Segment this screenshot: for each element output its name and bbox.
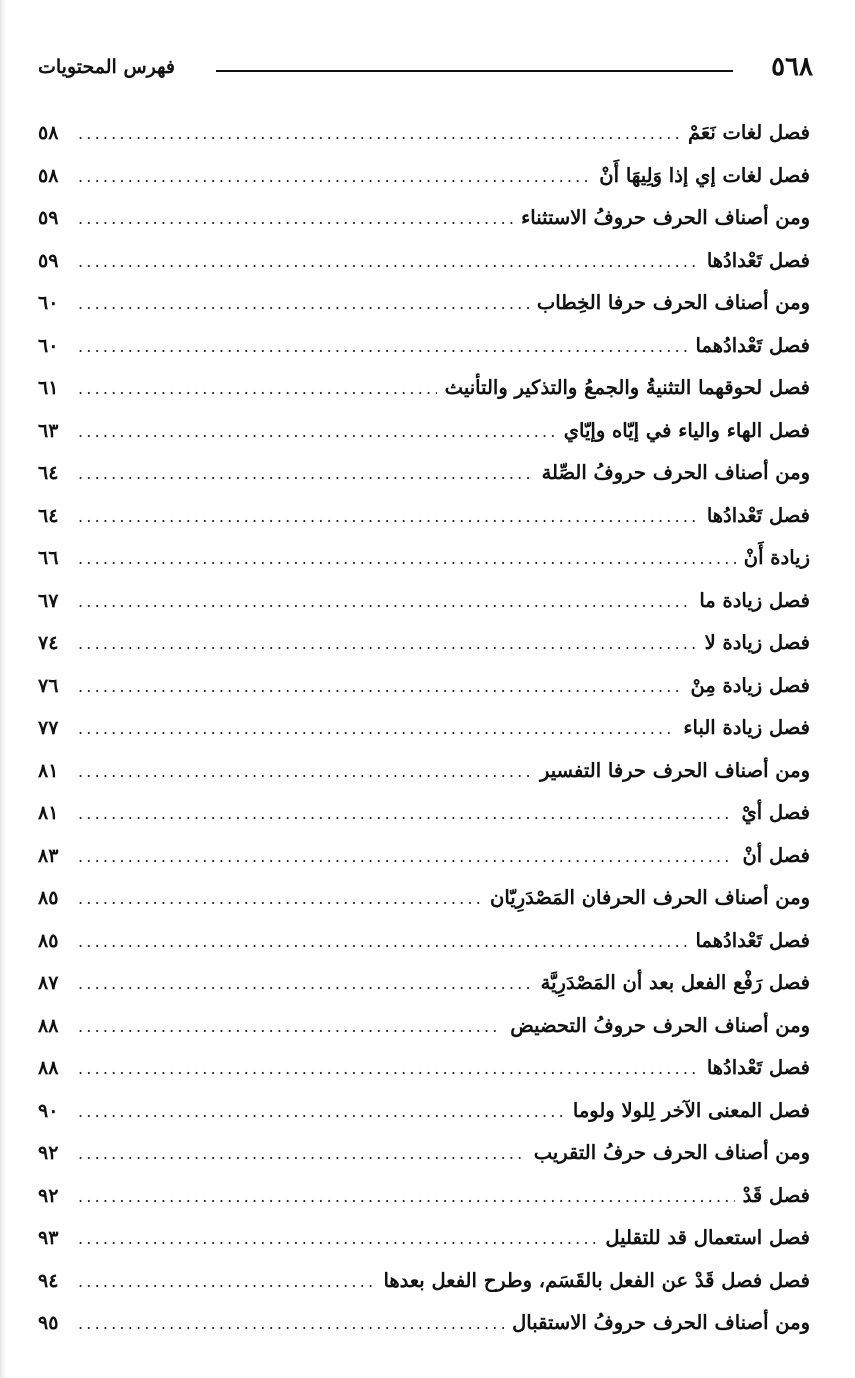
dot-leader <box>72 669 682 705</box>
toc-entry <box>38 115 810 158</box>
dot-leader <box>72 244 699 280</box>
toc-entry <box>38 965 810 1008</box>
dot-leader <box>72 201 513 237</box>
dot-leader <box>72 1221 597 1257</box>
dot-leader <box>72 584 691 620</box>
dot-leader <box>72 881 482 917</box>
dot-leader <box>72 1136 526 1172</box>
dot-leader <box>72 541 736 577</box>
toc-entry-title: فصل استعمال قد للتقليل <box>605 1226 810 1249</box>
toc-entry-page-number: ٦٧ <box>38 589 59 612</box>
toc-entry <box>38 838 810 881</box>
dot-leader <box>72 754 532 790</box>
toc-entry-page-number: ٨٧ <box>38 972 59 994</box>
toc-entry-page-number: ٨٥ <box>38 887 59 909</box>
toc-entry-title: فصل رَفْع الفعل بعد أن المَصْدَرِيَّة <box>540 971 810 994</box>
toc-entry-title: ومن أصناف الحرف حرفا الخِطاب <box>536 291 810 314</box>
toc-entry-page-number: ٩٠ <box>38 1099 59 1122</box>
toc-entry <box>38 498 810 541</box>
table-of-contents <box>38 115 810 1348</box>
toc-entry-title: ومن أصناف الحرف حرفُ التقريب <box>533 1141 810 1164</box>
toc-entry-page-number: ٦٤ <box>38 462 59 484</box>
page-number: ٥٦٨ <box>771 52 813 82</box>
toc-entry <box>38 1135 810 1178</box>
toc-entry-title: فصل لحوقهما التثنيةُ والجمعُ والتذكير والتأنيث <box>444 376 810 399</box>
toc-entry-title: ومن أصناف الحرف حروفُ الصِّلة <box>541 461 810 484</box>
toc-entry-page-number: ٥٩ <box>38 249 59 272</box>
toc-entry-page-number: ٨٣ <box>38 844 59 867</box>
toc-entry <box>38 1305 810 1348</box>
toc-entry-title: زيادة أَنْ <box>743 546 810 569</box>
dot-leader <box>72 116 680 152</box>
toc-entry <box>38 1263 810 1306</box>
toc-entry-title: فصل تَعْدادُها <box>706 248 810 272</box>
toc-entry-title: فصل تَعْدادُها <box>706 1056 810 1079</box>
dot-leader <box>72 1306 504 1342</box>
toc-entry <box>38 1093 810 1136</box>
toc-entry-title: فصل تَعْدادُهما <box>695 928 810 952</box>
toc-entry-page-number: ٨٨ <box>38 1057 59 1079</box>
page-gutter-shadow <box>0 0 6 1378</box>
toc-entry-title: فصل قَدْ <box>742 1183 810 1207</box>
toc-entry-title: فصل زيادة مِنْ <box>690 673 810 697</box>
toc-entry <box>38 328 810 371</box>
toc-entry-title: فصل أيْ <box>741 801 810 824</box>
toc-entry-page-number: ٥٨ <box>38 122 59 144</box>
toc-entry <box>38 158 810 201</box>
toc-entry <box>38 200 810 243</box>
toc-entry-page-number: ٨٥ <box>38 929 59 952</box>
toc-entry-title: ومن أصناف الحرف الحرفان المَصْدَرِيّان <box>490 886 810 909</box>
dot-leader <box>72 924 688 960</box>
toc-entry <box>38 243 810 286</box>
toc-entry <box>38 1050 810 1093</box>
toc-entry-page-number: ٩٢ <box>38 1142 59 1164</box>
toc-entry-title: فصل تَعْدادُهما <box>695 333 810 357</box>
dot-leader <box>72 1264 375 1300</box>
dot-leader <box>72 329 688 365</box>
dot-leader <box>72 414 556 450</box>
dot-leader <box>72 711 675 747</box>
toc-entry-page-number: ٦٤ <box>38 504 59 527</box>
toc-entry-title: فصل فصل قَدْ عن الفعل بالقَسَم، وطرح الفعل بعدها <box>383 1268 810 1292</box>
toc-entry-page-number: ٦٠ <box>38 334 59 357</box>
toc-entry <box>38 923 810 966</box>
toc-entry-title: فصل الهاء والياء في إيّاه وإيّاي <box>563 418 810 442</box>
toc-entry-page-number: ٨١ <box>38 802 59 824</box>
dot-leader <box>72 966 533 1002</box>
dot-leader <box>72 456 534 492</box>
toc-entry-title: فصل زيادة الباء <box>683 716 810 739</box>
toc-entry-page-number: ٩٢ <box>38 1184 59 1207</box>
toc-entry <box>38 1220 810 1263</box>
dot-leader <box>72 796 734 832</box>
toc-entry <box>38 668 810 711</box>
toc-entry <box>38 370 810 413</box>
toc-entry <box>38 455 810 498</box>
toc-entry-page-number: ٥٩ <box>38 207 59 229</box>
toc-entry-title: ومن أصناف الحرف حرفا التفسير <box>539 758 810 782</box>
toc-entry-title: فصل زيادة ما <box>699 588 810 612</box>
toc-entry <box>38 795 810 838</box>
toc-entry-title: ومن أصناف الحرف حروفُ الاستقبال <box>512 1311 810 1334</box>
toc-entry-page-number: ٨٨ <box>38 1014 59 1037</box>
dot-leader <box>72 626 697 662</box>
toc-entry <box>38 710 810 753</box>
running-header <box>38 50 813 90</box>
toc-entry <box>38 413 810 456</box>
toc-entry-title: فصل لغات نَعَمْ <box>687 121 810 144</box>
dot-leader <box>72 159 591 195</box>
toc-entry-page-number: ٦٦ <box>38 547 59 569</box>
toc-entry-page-number: ٨١ <box>38 759 59 782</box>
toc-entry-page-number: ٦١ <box>38 377 59 399</box>
toc-entry-page-number: ٥٨ <box>38 164 59 187</box>
dot-leader <box>72 1179 735 1215</box>
toc-entry <box>38 880 810 923</box>
dot-leader <box>72 1009 502 1045</box>
toc-entry <box>38 625 810 668</box>
dot-leader <box>72 839 734 875</box>
toc-entry-title: ومن أصناف الحرف حروفُ التحضيض <box>510 1013 810 1037</box>
toc-entry-title: فصل لغات إي إذا وَلِيهَا أَنْ <box>599 163 810 187</box>
toc-entry-page-number: ٧٤ <box>38 632 59 654</box>
toc-entry-title: ومن أصناف الحرف حروفُ الاستثناء <box>521 206 810 229</box>
toc-entry <box>38 285 810 328</box>
dot-leader <box>72 371 437 407</box>
toc-entry <box>38 583 810 626</box>
toc-entry <box>38 540 810 583</box>
toc-entry-page-number: ٩٣ <box>38 1227 59 1249</box>
toc-entry-page-number: ٦٠ <box>38 292 59 314</box>
toc-entry-page-number: ٧٦ <box>38 674 59 697</box>
header-rule <box>216 70 733 72</box>
dot-leader <box>72 1051 699 1087</box>
toc-entry <box>38 1178 810 1221</box>
toc-entry <box>38 1008 810 1051</box>
toc-entry-title: فصل تَعْدادُها <box>706 503 810 527</box>
toc-entry-page-number: ٧٧ <box>38 717 59 739</box>
dot-leader <box>72 286 529 322</box>
running-title: فهرس المحتويات <box>38 56 175 78</box>
dot-leader <box>72 1094 565 1130</box>
toc-entry-page-number: ٩٤ <box>38 1269 59 1292</box>
toc-entry-page-number: ٩٥ <box>38 1312 59 1334</box>
toc-entry-page-number: ٦٣ <box>38 419 59 442</box>
toc-entry <box>38 753 810 796</box>
toc-entry-title: فصل أنْ <box>742 843 810 867</box>
toc-entry-title: فصل المعنى الآخر لِلولا ولوما <box>572 1098 810 1122</box>
toc-entry-title: فصل زيادة لا <box>704 631 810 654</box>
dot-leader <box>72 499 699 535</box>
